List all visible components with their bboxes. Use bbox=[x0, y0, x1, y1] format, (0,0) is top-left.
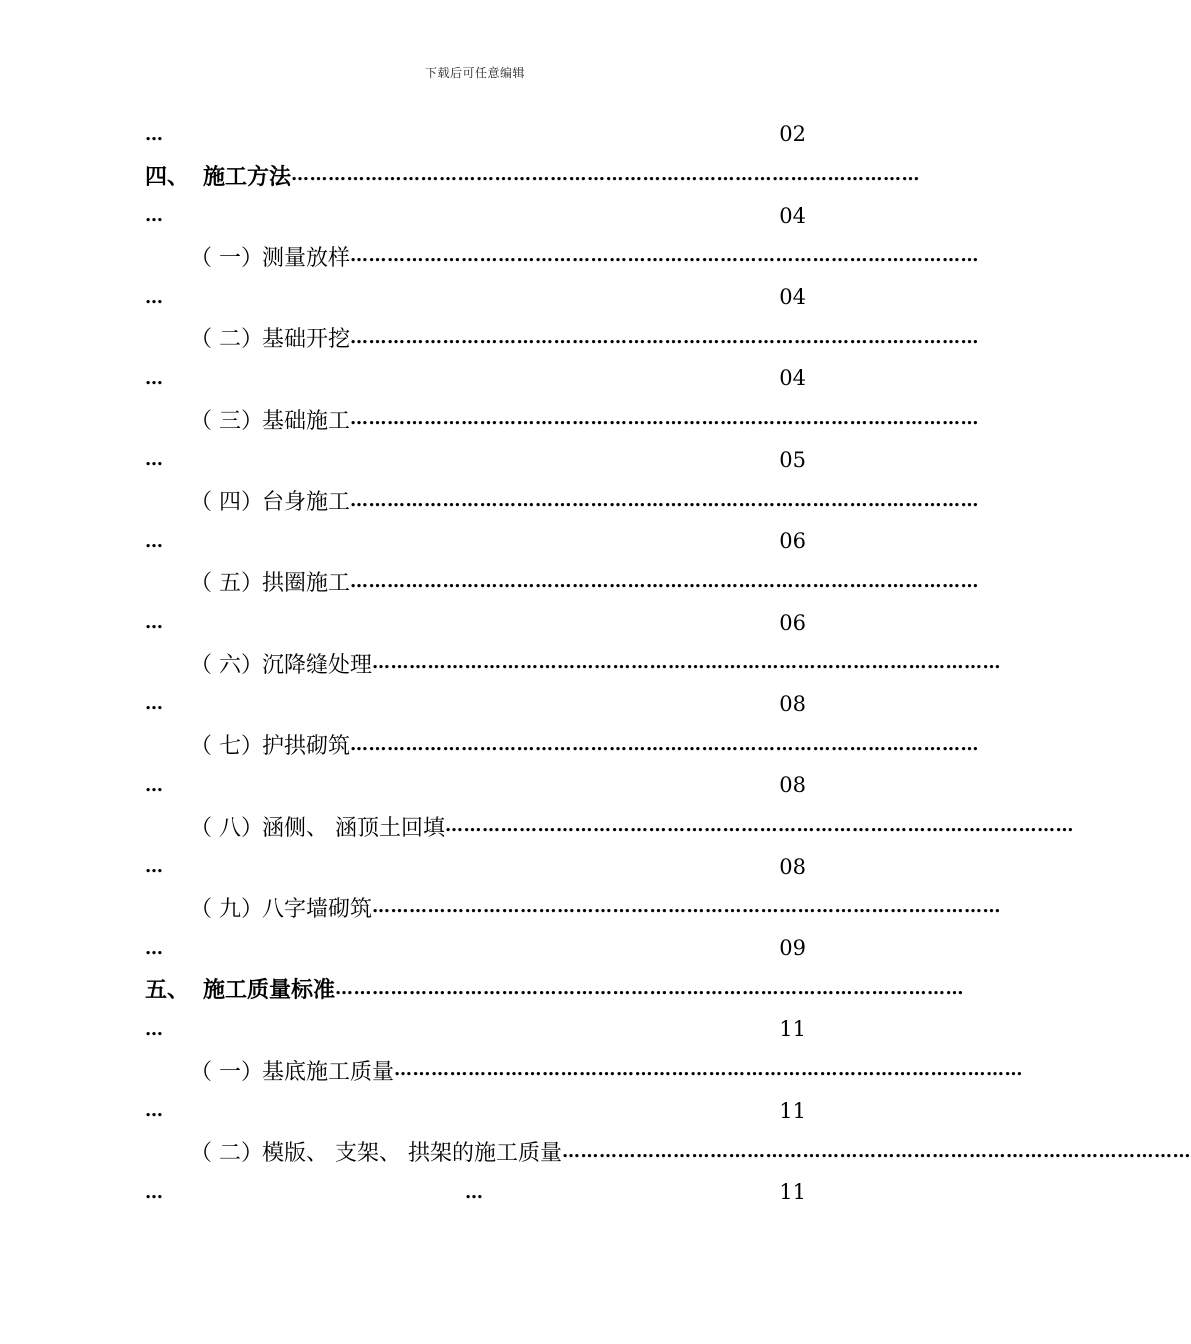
toc-page-number: 02 bbox=[779, 122, 806, 147]
toc-entry[interactable] bbox=[145, 724, 980, 765]
toc-entry-title: 施工方法 bbox=[203, 163, 292, 190]
leader-dots: … bbox=[145, 693, 164, 715]
toc-entry-number: （ 九） bbox=[190, 896, 263, 922]
toc-entry-title: 拱圈施工 bbox=[262, 571, 351, 597]
toc-page-number: 08 bbox=[779, 773, 806, 798]
toc-entry[interactable] bbox=[145, 155, 921, 196]
leader-dots: … bbox=[145, 937, 164, 959]
toc-page-number: 04 bbox=[779, 285, 806, 310]
toc-entry-number: （ 一） bbox=[190, 245, 263, 271]
toc-entry-title: 八字墙砌筑 bbox=[262, 896, 373, 922]
toc-entry[interactable] bbox=[145, 317, 980, 358]
table-of-contents bbox=[145, 114, 1191, 1213]
leader-dots: … bbox=[145, 205, 164, 227]
toc-entry[interactable] bbox=[145, 399, 980, 440]
leader-dots: ………………………………………………………………………………………… bbox=[350, 570, 980, 592]
toc-entry-number: （ 七） bbox=[190, 734, 263, 760]
leader-dots: … bbox=[145, 530, 164, 552]
leader-dots: ………………………………………………………………………………………… bbox=[291, 164, 921, 186]
toc-entry-title: 沉降缝处理 bbox=[262, 652, 373, 678]
leader-dots: … bbox=[465, 1181, 484, 1203]
toc-entry-number: （ 一） bbox=[190, 1059, 263, 1085]
leader-dots: ………………………………………………………………………………………… bbox=[350, 489, 980, 511]
toc-entry-number: （ 四） bbox=[190, 490, 263, 516]
leader-dots: … bbox=[145, 1100, 164, 1122]
toc-entry-title: 基底施工质量 bbox=[262, 1059, 395, 1085]
toc-entry-title: 测量放样 bbox=[262, 245, 351, 271]
leader-dots: … bbox=[145, 286, 164, 308]
leader-dots: … bbox=[145, 123, 164, 145]
leader-dots: ………………………………………………………………………………………… bbox=[445, 815, 1074, 837]
leader-dots: ………………………………………………………………………………………… bbox=[350, 408, 980, 430]
toc-page-number: 08 bbox=[779, 691, 806, 716]
toc-entry-title: 模版、 支架、 拱架的施工质量 bbox=[262, 1141, 562, 1167]
toc-page-line bbox=[145, 521, 806, 562]
leader-dots: … bbox=[145, 612, 164, 634]
toc-page-number: 09 bbox=[779, 936, 806, 961]
toc-page-line bbox=[145, 358, 806, 399]
toc-page-number: 04 bbox=[779, 366, 806, 391]
toc-entry-number: 四、 bbox=[145, 163, 190, 190]
leader-dots: … bbox=[145, 774, 164, 796]
toc-page-line bbox=[145, 1091, 806, 1132]
toc-page-line bbox=[145, 1172, 806, 1213]
toc-page-line bbox=[145, 114, 806, 155]
toc-entry[interactable] bbox=[145, 806, 1074, 847]
toc-entry-number: （ 二） bbox=[190, 1141, 263, 1167]
toc-entry[interactable] bbox=[145, 1050, 1024, 1091]
leader-dots: ………………………………………………………………………………………… bbox=[350, 245, 980, 267]
toc-entry-number: （ 二） bbox=[190, 327, 263, 353]
leader-dots: ………………………………………………………………………………………… bbox=[335, 977, 965, 999]
toc-page-line bbox=[145, 440, 806, 481]
toc-page-number: 11 bbox=[779, 1098, 806, 1123]
toc-entry[interactable] bbox=[145, 562, 980, 603]
toc-page-number: 05 bbox=[779, 447, 806, 472]
toc-entry-title: 护拱砌筑 bbox=[262, 734, 351, 760]
toc-page-number: 04 bbox=[779, 203, 806, 228]
toc-page-line bbox=[145, 602, 806, 643]
leader-dots: ………………………………………………………………………………………… bbox=[350, 733, 980, 755]
leader-dots: … bbox=[145, 1181, 164, 1203]
toc-entry[interactable] bbox=[145, 887, 1002, 928]
leader-dots: ………………………………………………………………………………………… bbox=[350, 326, 980, 348]
toc-entry-title: 台身施工 bbox=[262, 490, 351, 516]
toc-entry[interactable] bbox=[145, 236, 980, 277]
toc-page-line bbox=[145, 277, 806, 318]
leader-dots: ………………………………………………………………………………………… bbox=[562, 1140, 1191, 1162]
toc-entry-number: （ 三） bbox=[190, 408, 263, 434]
leader-dots: ………………………………………………………………………………………… bbox=[372, 896, 1002, 918]
leader-dots: … bbox=[145, 449, 164, 471]
toc-page-line bbox=[145, 765, 806, 806]
toc-page-number: 08 bbox=[779, 854, 806, 879]
leader-dots: ………………………………………………………………………………………… bbox=[394, 1059, 1024, 1081]
toc-entry[interactable] bbox=[145, 1131, 1191, 1172]
leader-dots: ………………………………………………………………………………………… bbox=[372, 652, 1002, 674]
toc-page-number: 11 bbox=[779, 1017, 806, 1042]
toc-page-number: 06 bbox=[779, 529, 806, 554]
toc-entry-number: （ 五） bbox=[190, 571, 263, 597]
toc-entry-number: 五、 bbox=[145, 977, 190, 1004]
toc-entry[interactable] bbox=[145, 968, 965, 1009]
leader-dots: … bbox=[145, 856, 164, 878]
toc-page-line bbox=[145, 846, 806, 887]
toc-entry-title: 基础开挖 bbox=[262, 327, 351, 353]
toc-page-line bbox=[145, 195, 806, 236]
toc-page-line bbox=[145, 928, 806, 969]
toc-entry-title: 涵侧、 涵顶土回填 bbox=[262, 815, 445, 841]
toc-entry-number: （ 八） bbox=[190, 815, 263, 841]
toc-entry-title: 施工质量标准 bbox=[203, 977, 336, 1004]
toc-entry-number: （ 六） bbox=[190, 652, 263, 678]
toc-page-number: 06 bbox=[779, 610, 806, 635]
page-header: 下载后可任意编辑 bbox=[424, 66, 525, 80]
toc-entry[interactable] bbox=[145, 480, 980, 521]
toc-page-line bbox=[145, 684, 806, 725]
toc-entry[interactable] bbox=[145, 643, 1002, 684]
toc-page-line bbox=[145, 1009, 806, 1050]
leader-dots: … bbox=[145, 367, 164, 389]
toc-entry-title: 基础施工 bbox=[262, 408, 351, 434]
leader-dots: … bbox=[145, 1018, 164, 1040]
toc-page-number: 11 bbox=[779, 1180, 806, 1205]
